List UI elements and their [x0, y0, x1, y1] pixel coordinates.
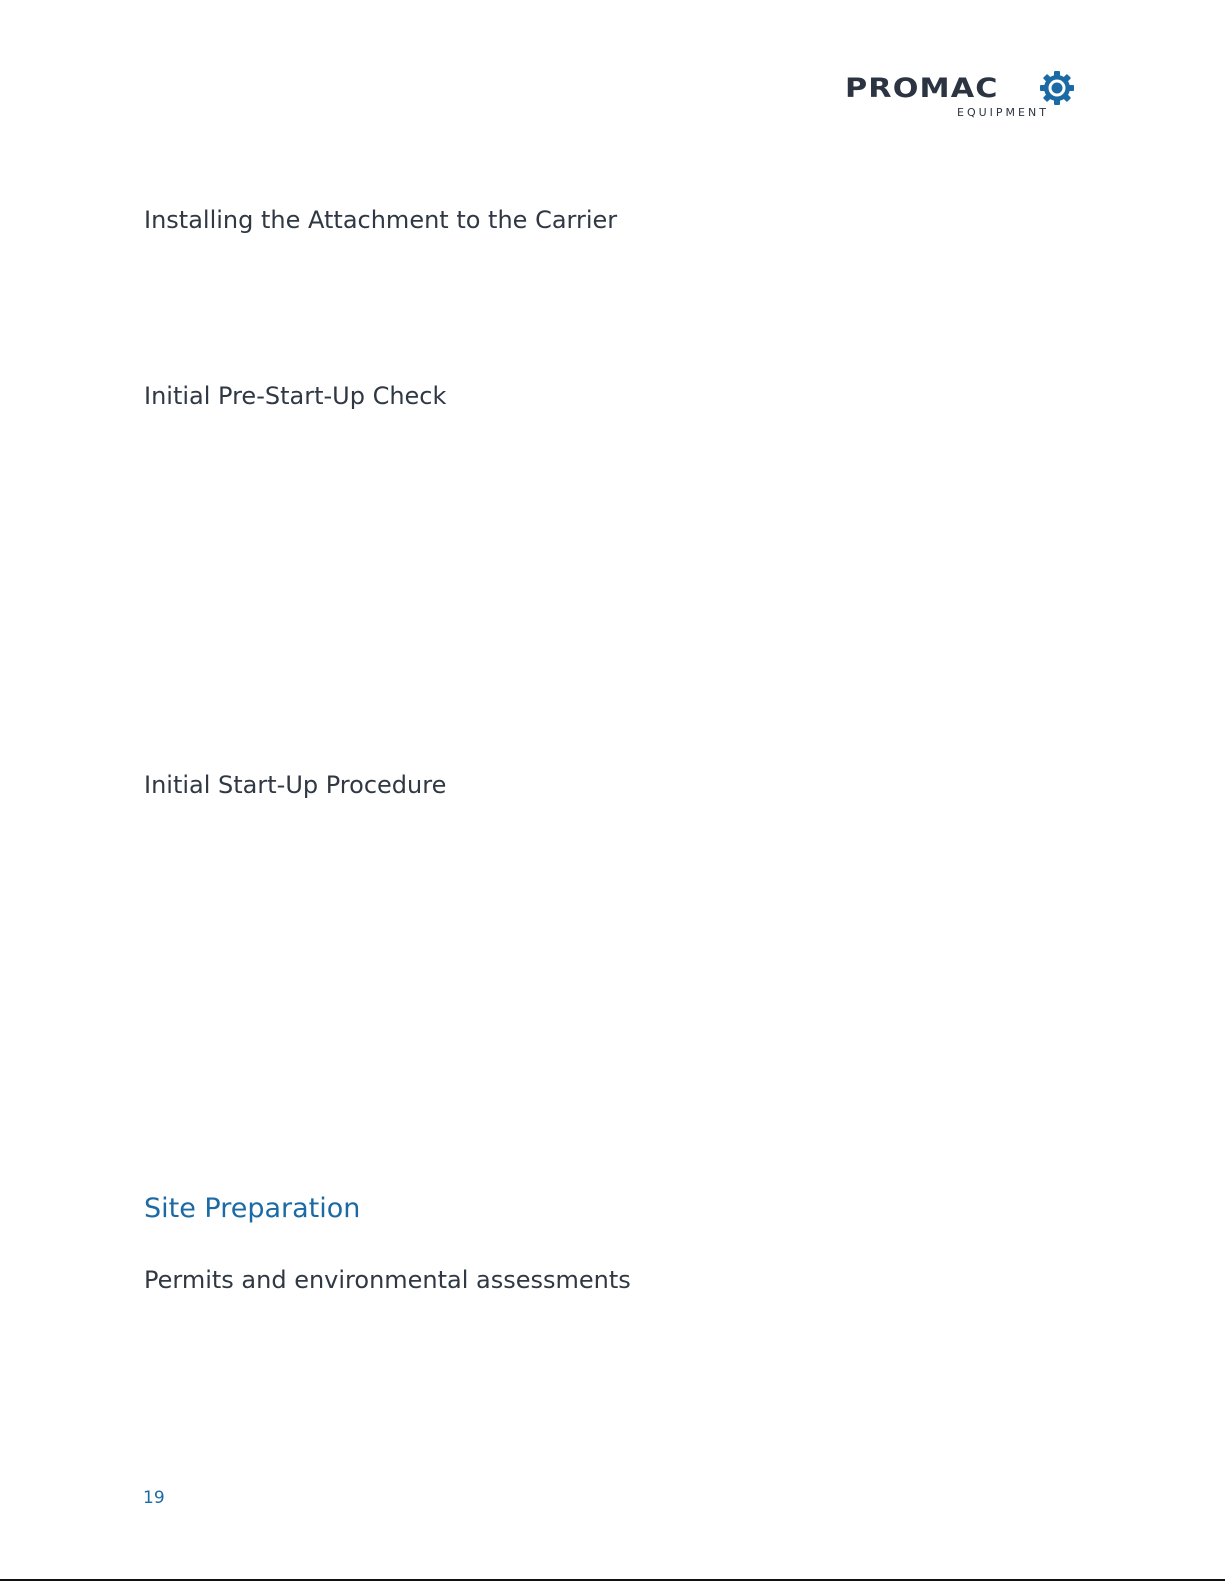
promac-logo	[845, 70, 1080, 122]
heading-permits-assessments: Permits and environmental assessments	[144, 1266, 631, 1294]
page-number: 19	[143, 1488, 165, 1508]
heading-installing-attachment: Installing the Attachment to the Carrier	[144, 206, 618, 234]
heading-start-up-procedure: Initial Start-Up Procedure	[144, 771, 447, 799]
section-heading-site-preparation: Site Preparation	[144, 1193, 361, 1224]
bottom-divider	[0, 1579, 1225, 1581]
logo-subtitle: EQUIPMENT	[957, 106, 1049, 119]
logo-wordmark: PROMAC	[845, 73, 999, 104]
heading-pre-start-up-check: Initial Pre-Start-Up Check	[144, 382, 447, 410]
gear-icon	[1039, 70, 1075, 106]
